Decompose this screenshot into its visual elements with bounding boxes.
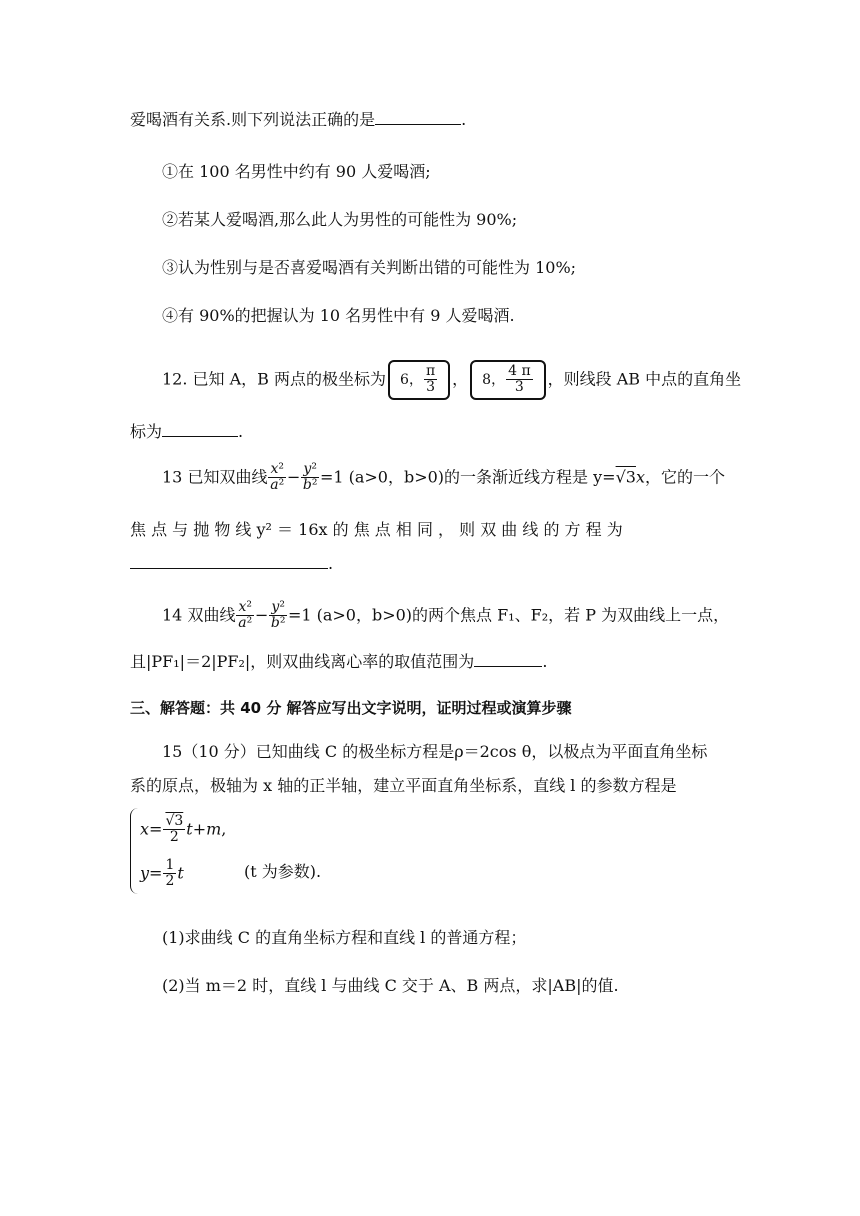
param-eq-x: x= $\frac{√3}{2}$ t+m, (140, 813, 227, 846)
question-15-sub1: (1)求曲线 C 的直角坐标方程和直线 l 的普通方程； (162, 928, 527, 947)
hyperbola-y-term: $\frac{\text{y²}}{\text{b²}}$ (270, 599, 286, 632)
system-brace (130, 808, 139, 894)
answer-blank (375, 110, 461, 125)
question-15-line1: 15（10 分）已知曲线 C 的极坐标方程是ρ＝2cos θ，以极点为平面直角坐标 (162, 742, 708, 761)
param-note: (t 为参数). (244, 862, 322, 881)
param-eq-y: y= $\frac{1}{2}$ t (140, 857, 184, 890)
hyperbola-x-term: $\frac{\text{x²}}{\text{a²}}$ (270, 461, 285, 494)
option-2: ②若某人爱喝酒,那么此人为男性的可能性为 90%; (162, 210, 518, 229)
section-3-heading: 三、解答题：共 40 分 解答应写出文字说明，证明过程或演算步骤 (130, 699, 572, 717)
answer-blank (162, 422, 238, 437)
hyperbola-x-term: $\frac{\text{x²}}{\text{a²}}$ (238, 599, 253, 632)
question-15-line2: 系的原点，极轴为 x 轴的正半轴，建立平面直角坐标系，直线 l 的参数方程是 (130, 776, 677, 795)
answer-blank (130, 554, 328, 569)
option-1: ①在 100 名男性中约有 90 人爱喝酒; (162, 162, 431, 181)
answer-blank (474, 652, 542, 667)
question-13-line3: . (130, 554, 333, 573)
hyperbola-y-term: $\frac{\text{y²}}{\text{b²}}$ (302, 461, 318, 494)
question-14: 14 双曲线 $\frac{\text{x²}}{\text{a²}}$ − $\frac{\text{y²}}{\text{b²}}$ =1 (a>0，b>0)的两个焦点 F₁、F₂，若 P 为双曲线上一点， (162, 599, 730, 632)
question-12-line2: 标为 . (130, 422, 244, 441)
question-15-sub2: (2)当 m＝2 时，直线 l 与曲线 C 交于 A、B 两点，求|AB|的值. (162, 976, 619, 995)
intro-line: 爱喝酒有关系.则下列说法正确的是 . (130, 110, 467, 129)
option-4: ④有 90%的把握认为 10 名男性中有 9 人爱喝酒. (162, 306, 515, 325)
question-13: 13 已知双曲线 $\frac{\text{x²}}{\text{a²}}$ − $\frac{\text{y²}}{\text{b²}}$ =1 (a>0，b>0)的一条渐近线方程是 y=√3x，它的一个 (162, 461, 726, 494)
polar-point-b: 8， $\frac{4 \pi}{3}$ (470, 360, 545, 400)
polar-point-a: 6， $\frac{\pi}{3}$ (388, 360, 450, 400)
question-12: 12. 已知 A，B 两点的极坐标为 6， $\frac{\pi}{3}$ ， 8， $\frac{4 \pi}{3}$ ，则线段 AB 中点的直角坐 (162, 360, 741, 400)
question-14-line2: 且|PF₁|＝2|PF₂|，则双曲线离心率的取值范围为 . (130, 652, 548, 671)
option-3: ③认为性别与是否喜爱喝酒有关判断出错的可能性为 10%; (162, 258, 577, 277)
question-13-line2: 焦 点 与 抛 物 线 y² ＝ 16x 的 焦 点 相 同 ， 则 双 曲 线 的 方 程 为 (130, 520, 623, 539)
